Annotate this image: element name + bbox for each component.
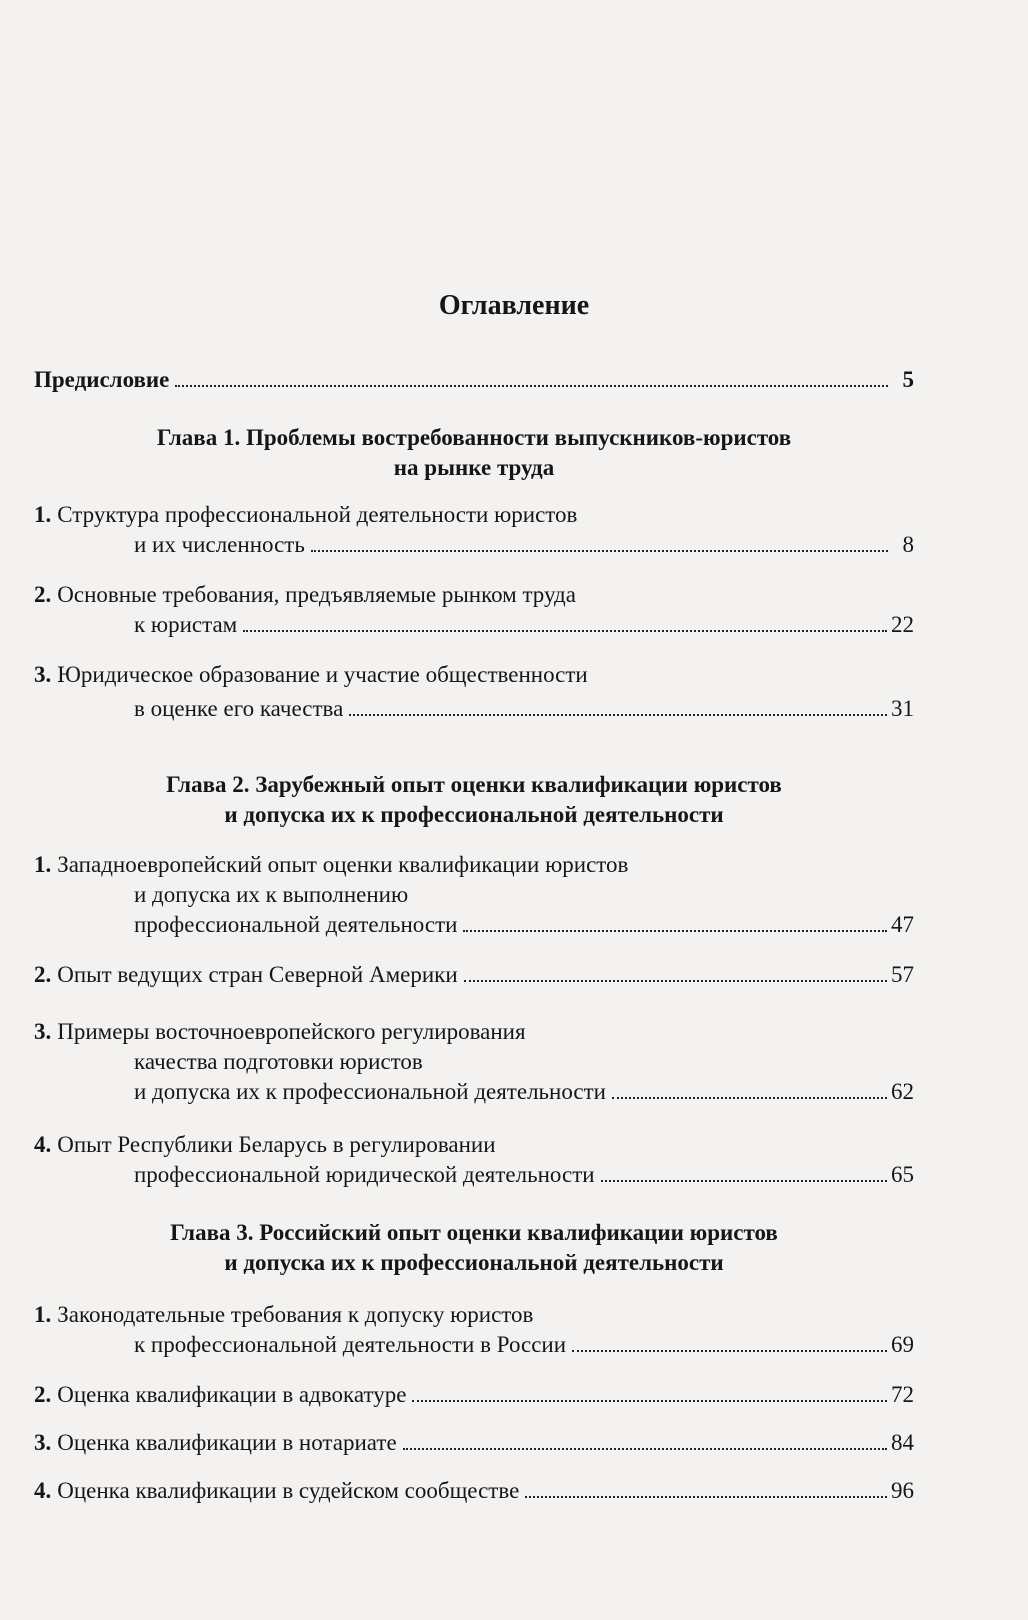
dot-leader	[525, 1495, 887, 1498]
toc-entry[interactable]	[34, 580, 914, 640]
page-number: 69	[891, 1332, 914, 1357]
section-number: 3.	[34, 662, 52, 687]
section-number: 1.	[34, 1302, 52, 1327]
section-number: 2.	[34, 962, 52, 987]
section-title: Оценка квалификации в нотариате	[57, 1430, 397, 1455]
page-number: 84	[891, 1430, 914, 1455]
section-number: 1.	[34, 852, 52, 877]
section-title: Опыт Республики Беларусь в регулировании	[57, 1132, 496, 1157]
section-title: и допуска их к выполнению	[134, 882, 409, 907]
section-title: к профессиональной деятельности в России	[134, 1332, 567, 1357]
page-number: 22	[891, 612, 914, 637]
section-number: 2.	[34, 1382, 52, 1407]
dot-leader	[243, 629, 887, 632]
page-number: 96	[891, 1478, 914, 1503]
chapter-title: Глава 2. Зарубежный опыт оценки квалификации юристов	[166, 772, 782, 797]
chapter-title: и допуска их к профессиональной деятельности	[224, 802, 724, 827]
section-title: Основные требования, предъявляемые рынком труда	[57, 582, 576, 607]
section-title: и их численность	[134, 532, 305, 557]
dot-leader	[412, 1399, 887, 1402]
section-number: 3.	[34, 1430, 52, 1455]
page-number: 65	[891, 1162, 914, 1187]
toc-title: Оглавление	[438, 290, 590, 321]
page-number: 57	[891, 962, 914, 987]
section-title: и допуска их к профессиональной деятельности	[134, 1079, 606, 1104]
chapter-1-heading	[34, 423, 914, 483]
toc-entry[interactable]	[34, 1300, 914, 1360]
toc-entry[interactable]	[34, 1130, 914, 1190]
section-title: Примеры восточноевропейского регулирования	[57, 1019, 526, 1044]
toc-entry[interactable]	[34, 660, 914, 724]
section-title: Западноевропейский опыт оценки квалификации юристов	[57, 852, 629, 877]
toc-entry[interactable]	[34, 850, 914, 940]
toc-entry[interactable]	[34, 1380, 914, 1410]
dot-leader	[403, 1447, 887, 1450]
page-number: 31	[891, 696, 914, 721]
page-number: 47	[891, 912, 914, 937]
section-number: 3.	[34, 1019, 52, 1044]
section-title: профессиональной юридической деятельности	[134, 1162, 595, 1187]
page-number: 5	[902, 367, 914, 392]
section-title: Законодательные требования к допуску юристов	[57, 1302, 534, 1327]
chapter-title: Глава 3. Российский опыт оценки квалификации юристов	[170, 1220, 778, 1245]
section-title: Оценка квалификации в судейском сообществе	[57, 1478, 520, 1503]
section-title: в оценке его качества	[134, 696, 344, 721]
toc-entry-preface[interactable]	[34, 365, 914, 395]
preface-label: Предисловие	[34, 367, 170, 392]
page-number: 62	[891, 1079, 914, 1104]
section-title: качества подготовки юристов	[134, 1049, 423, 1074]
section-title: Опыт ведущих стран Северной Америки	[57, 962, 458, 987]
dot-leader	[175, 384, 888, 387]
toc-entry[interactable]	[34, 1428, 914, 1458]
dot-leader	[612, 1096, 887, 1099]
dot-leader	[349, 713, 887, 716]
dot-leader	[311, 549, 888, 552]
dot-leader	[464, 979, 887, 982]
section-title: Оценка квалификации в адвокатуре	[57, 1382, 407, 1407]
section-number: 2.	[34, 582, 52, 607]
chapter-2-heading	[34, 770, 914, 830]
section-title: Структура профессиональной деятельности юристов	[57, 502, 578, 527]
dot-leader	[601, 1179, 887, 1182]
section-title: профессиональной деятельности	[134, 912, 458, 937]
toc-entry[interactable]	[34, 1476, 914, 1506]
chapter-title: и допуска их к профессиональной деятельности	[224, 1250, 724, 1275]
toc-entry[interactable]	[34, 960, 914, 990]
section-title: Юридическое образование и участие общественности	[57, 662, 588, 687]
page-number: 72	[891, 1382, 914, 1407]
chapter-title: на рынке труда	[393, 455, 555, 480]
section-number: 1.	[34, 502, 52, 527]
dot-leader	[572, 1349, 887, 1352]
chapter-title: Глава 1. Проблемы востребованности выпускников-юристов	[156, 425, 792, 450]
section-number: 4.	[34, 1478, 52, 1503]
page-number: 8	[902, 532, 914, 557]
toc-entry[interactable]	[34, 1017, 914, 1107]
section-title: к юристам	[134, 612, 238, 637]
dot-leader	[463, 929, 887, 932]
toc-entry[interactable]	[34, 500, 914, 560]
section-number: 4.	[34, 1132, 52, 1157]
chapter-3-heading	[34, 1218, 914, 1278]
